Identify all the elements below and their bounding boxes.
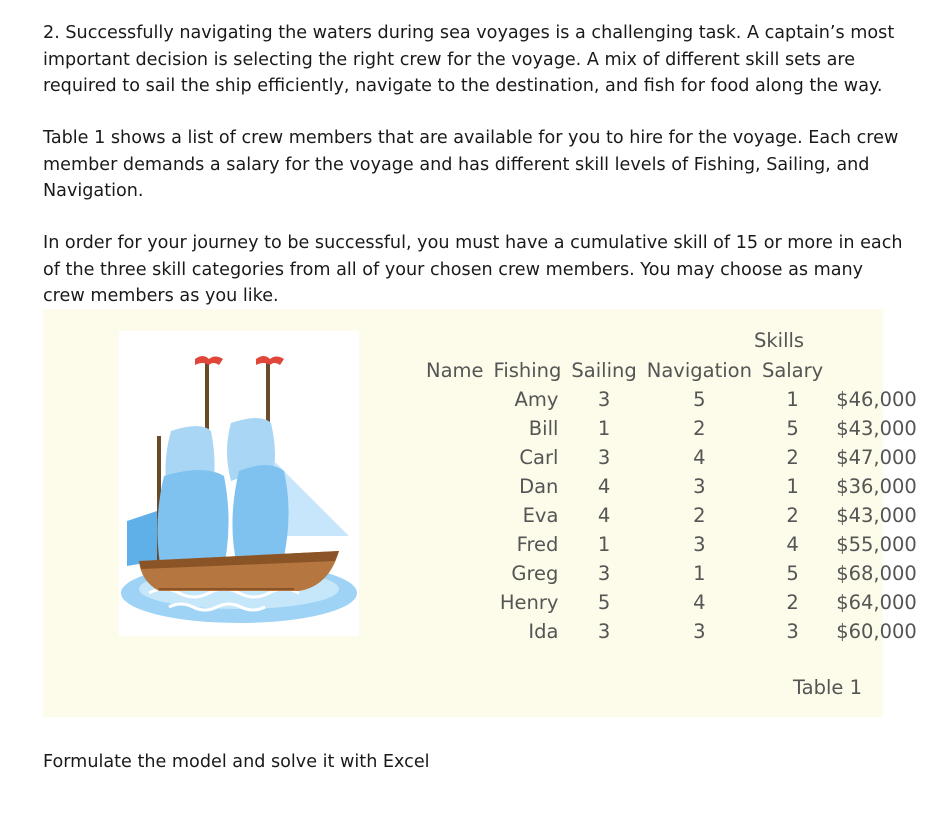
salary-cell: $68,000 [836, 562, 917, 585]
crew-table [421, 356, 917, 646]
navigation-cell: 1 [786, 475, 799, 498]
crew-name: Ida [528, 620, 559, 643]
crew-table-panel [43, 309, 917, 717]
crew-name: Bill [528, 417, 559, 440]
skills-group-header: Skills [754, 329, 805, 352]
table-row [421, 414, 917, 443]
crew-name: Fred [516, 533, 559, 556]
table-row [421, 617, 917, 646]
sailing-ship-icon [119, 331, 359, 636]
navigation-cell: 1 [786, 388, 799, 411]
sailing-cell: 3 [693, 475, 706, 498]
column-header-sailing: Sailing [571, 359, 637, 382]
sailing-cell: 2 [693, 504, 706, 527]
crew-name: Dan [519, 475, 559, 498]
sailing-cell: 5 [693, 388, 706, 411]
navigation-cell: 4 [786, 533, 799, 556]
table-row [421, 530, 917, 559]
table-row [421, 385, 917, 414]
sailing-cell: 1 [693, 562, 706, 585]
fishing-cell: 1 [597, 533, 611, 556]
fishing-cell: 1 [597, 417, 611, 440]
footer-instruction: Formulate the model and solve it with Excel [43, 752, 430, 772]
table-row [421, 501, 917, 530]
sailing-cell: 2 [693, 417, 706, 440]
fishing-cell: 3 [597, 446, 611, 469]
column-header-fishing: Fishing [493, 359, 562, 382]
crew-name: Amy [514, 388, 559, 411]
problem-paragraph-2: Table 1 shows a list of crew members that are available for you to hire for the voyage. Each crew member demands a salary for the voyage and has different skill levels of Fishing, Sailing, and Navigation. [43, 128, 899, 201]
navigation-cell: 2 [786, 591, 799, 614]
table-row [421, 588, 917, 617]
column-header-name: Name [426, 359, 484, 382]
table-row [421, 559, 917, 588]
table-header-row [421, 356, 917, 385]
fishing-cell: 5 [597, 591, 611, 614]
sailing-cell: 4 [693, 446, 706, 469]
crew-name: Carl [519, 446, 559, 469]
problem-paragraph-1: 2. Successfully navigating the waters during sea voyages is a challenging task. A captain’s most important decision is selecting the right crew for the voyage. A mix of different skill sets are required to sail the ship efficiently, navigate to the destination, and fish for food along the way. [43, 23, 895, 96]
crew-name: Eva [522, 504, 559, 527]
navigation-cell: 3 [786, 620, 799, 643]
salary-cell: $64,000 [836, 591, 917, 614]
sailing-cell: 3 [693, 533, 706, 556]
navigation-cell: 5 [786, 417, 799, 440]
salary-cell: $46,000 [836, 388, 917, 411]
navigation-cell: 2 [786, 504, 799, 527]
table-caption: Table 1 [793, 676, 863, 699]
table-row [421, 472, 917, 501]
column-header-salary: Salary [761, 359, 824, 382]
salary-cell: $55,000 [836, 533, 917, 556]
fishing-cell: 3 [597, 388, 611, 411]
salary-cell: $43,000 [836, 417, 917, 440]
salary-cell: $47,000 [836, 446, 917, 469]
table-row [421, 443, 917, 472]
crew-name: Greg [511, 562, 559, 585]
crew-name: Henry [499, 591, 559, 614]
problem-paragraph-3: In order for your journey to be successful, you must have a cumulative skill of 15 or more in each of the three skill categories from all of your chosen crew members. You may choose as many crew members as you like. [43, 233, 903, 306]
salary-cell: $43,000 [836, 504, 917, 527]
fishing-cell: 3 [597, 562, 611, 585]
salary-cell: $36,000 [836, 475, 917, 498]
fishing-cell: 3 [597, 620, 611, 643]
sailing-cell: 4 [693, 591, 706, 614]
fishing-cell: 4 [597, 504, 611, 527]
column-header-navigation: Navigation [646, 359, 752, 382]
navigation-cell: 5 [786, 562, 799, 585]
navigation-cell: 2 [786, 446, 799, 469]
salary-cell: $60,000 [836, 620, 917, 643]
fishing-cell: 4 [597, 475, 611, 498]
sailing-cell: 3 [693, 620, 706, 643]
